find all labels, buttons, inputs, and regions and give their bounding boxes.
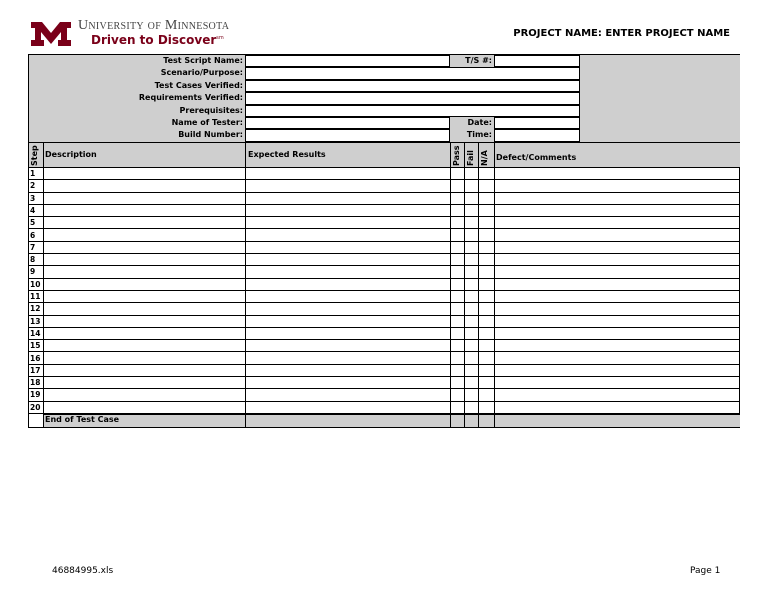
expected-results-cell[interactable]	[246, 377, 450, 388]
step-number: 7	[30, 242, 36, 252]
pass-cell[interactable]	[451, 402, 464, 413]
description-cell[interactable]	[44, 168, 245, 179]
expected-results-cell[interactable]	[246, 389, 450, 400]
name-of-tester-field[interactable]	[245, 117, 450, 129]
pass-cell[interactable]	[451, 389, 464, 400]
label-scenario: Scenario/Purpose:	[160, 68, 243, 77]
test-script-sheet	[28, 54, 740, 428]
right-gray-block-2	[580, 117, 740, 142]
defect-comments-cell[interactable]	[495, 254, 740, 265]
description-cell[interactable]	[44, 205, 245, 216]
description-cell[interactable]	[44, 328, 245, 339]
table-row	[29, 303, 740, 315]
step-number: 14	[30, 328, 41, 338]
table-row	[29, 365, 740, 377]
step-number: 9	[30, 267, 36, 277]
expected-results-cell[interactable]	[246, 279, 450, 290]
col-pass-header: Pass	[452, 145, 461, 166]
na-cell[interactable]	[479, 279, 494, 290]
table-row	[29, 193, 740, 205]
expected-results-cell[interactable]	[246, 365, 450, 376]
step-number: 6	[30, 230, 36, 240]
label-test-script-name: Test Script Name:	[163, 56, 243, 65]
col-step-header: Step	[30, 145, 39, 166]
fail-cell[interactable]	[465, 377, 478, 388]
pass-cell[interactable]	[451, 303, 464, 314]
description-cell[interactable]	[44, 303, 245, 314]
table-row	[29, 266, 740, 278]
step-number: 3	[30, 193, 36, 203]
tagline: Driven to Discover$^{sm}$	[91, 33, 224, 47]
expected-results-cell[interactable]	[246, 316, 450, 327]
expected-results-cell[interactable]	[246, 254, 450, 265]
defect-comments-cell[interactable]	[495, 193, 740, 204]
col-divider	[450, 142, 451, 427]
description-cell[interactable]	[44, 402, 245, 413]
fail-cell[interactable]	[465, 266, 478, 277]
defect-comments-cell[interactable]	[495, 242, 740, 253]
step-number: 12	[30, 304, 41, 314]
table-row	[29, 180, 740, 192]
pass-cell[interactable]	[451, 328, 464, 339]
step-number: 20	[30, 402, 41, 412]
pass-cell[interactable]	[451, 316, 464, 327]
table-row	[29, 340, 740, 352]
description-cell[interactable]	[44, 180, 245, 191]
expected-results-cell[interactable]	[246, 291, 450, 302]
pass-cell[interactable]	[451, 205, 464, 216]
na-cell[interactable]	[479, 353, 494, 364]
description-cell[interactable]	[44, 279, 245, 290]
col-divider	[464, 142, 465, 427]
table-row	[29, 279, 740, 291]
col-divider	[478, 142, 479, 427]
expected-results-cell[interactable]	[246, 328, 450, 339]
fail-cell[interactable]	[465, 340, 478, 351]
step-number: 19	[30, 390, 41, 400]
pass-cell[interactable]	[451, 266, 464, 277]
end-of-test-case-label: End of Test Case	[45, 415, 120, 424]
fail-cell[interactable]	[465, 328, 478, 339]
expected-results-cell[interactable]	[246, 242, 450, 253]
label-name-of-tester: Name of Tester:	[171, 118, 243, 127]
col-divider	[43, 142, 44, 427]
label-date: Date:	[467, 118, 492, 127]
expected-results-cell[interactable]	[246, 266, 450, 277]
fail-cell[interactable]	[465, 242, 478, 253]
expected-results-cell[interactable]	[246, 205, 450, 216]
fail-cell[interactable]	[465, 205, 478, 216]
step-number: 2	[30, 181, 36, 191]
fail-cell[interactable]	[465, 168, 478, 179]
pass-cell[interactable]	[451, 254, 464, 265]
defect-comments-cell[interactable]	[495, 266, 740, 277]
expected-results-cell[interactable]	[246, 217, 450, 228]
footer-filename: 46884995.xls	[52, 566, 114, 576]
description-cell[interactable]	[44, 242, 245, 253]
defect-comments-cell[interactable]	[495, 217, 740, 228]
fail-cell[interactable]	[465, 402, 478, 413]
fail-cell[interactable]	[465, 180, 478, 191]
description-cell[interactable]	[44, 377, 245, 388]
defect-comments-cell[interactable]	[495, 230, 740, 241]
step-number: 18	[30, 378, 41, 388]
expected-results-cell[interactable]	[246, 168, 450, 179]
project-name: PROJECT NAME: ENTER PROJECT NAME	[513, 28, 730, 39]
pass-cell[interactable]	[451, 180, 464, 191]
na-cell[interactable]	[479, 168, 494, 179]
expected-results-cell[interactable]	[246, 340, 450, 351]
na-cell[interactable]	[479, 193, 494, 204]
defect-comments-cell[interactable]	[495, 328, 740, 339]
expected-results-cell[interactable]	[246, 402, 450, 413]
right-gray-block	[580, 55, 740, 117]
pass-cell[interactable]	[451, 168, 464, 179]
description-cell[interactable]	[44, 365, 245, 376]
step-number: 11	[30, 292, 41, 301]
test-cases-verified-field[interactable]	[245, 80, 580, 92]
col-na-header: N/A	[480, 150, 489, 166]
na-cell[interactable]	[479, 291, 494, 302]
university-m-logo-icon	[31, 22, 71, 46]
col-fail-header: Fail	[466, 150, 475, 166]
table-row	[29, 291, 740, 303]
requirements-verified-field[interactable]	[245, 92, 580, 105]
col-description-header: Description	[45, 150, 97, 159]
defect-comments-cell[interactable]	[495, 168, 740, 179]
na-cell[interactable]	[479, 402, 494, 413]
defect-comments-cell[interactable]	[495, 353, 740, 364]
ts-number-field[interactable]	[494, 55, 580, 67]
description-cell[interactable]	[44, 193, 245, 204]
description-cell[interactable]	[44, 266, 245, 277]
label-build-number: Build Number:	[178, 130, 243, 139]
defect-comments-cell[interactable]	[495, 402, 740, 413]
fail-cell[interactable]	[465, 217, 478, 228]
label-test-cases-verified: Test Cases Verified:	[154, 81, 243, 90]
description-cell[interactable]	[44, 353, 245, 364]
table-row	[29, 205, 740, 217]
na-cell[interactable]	[479, 303, 494, 314]
step-number: 17	[30, 365, 41, 375]
pass-cell[interactable]	[451, 377, 464, 388]
label-prerequisites: Prerequisites:	[179, 106, 243, 115]
pass-cell[interactable]	[451, 279, 464, 290]
expected-results-cell[interactable]	[246, 180, 450, 191]
table-row	[29, 377, 740, 389]
table-row	[29, 389, 740, 401]
na-cell[interactable]	[479, 205, 494, 216]
defect-comments-cell[interactable]	[495, 180, 740, 191]
pass-cell[interactable]	[451, 340, 464, 351]
label-time: Time:	[466, 130, 492, 139]
defect-comments-cell[interactable]	[495, 279, 740, 290]
pass-cell[interactable]	[451, 230, 464, 241]
step-number: 13	[30, 316, 41, 326]
fail-cell[interactable]	[465, 389, 478, 400]
table-row	[29, 328, 740, 340]
expected-results-cell[interactable]	[246, 303, 450, 314]
fail-cell[interactable]	[465, 291, 478, 302]
expected-results-cell[interactable]	[246, 230, 450, 241]
na-cell[interactable]	[479, 365, 494, 376]
na-cell[interactable]	[479, 340, 494, 351]
time-field[interactable]	[494, 129, 580, 142]
na-cell[interactable]	[479, 180, 494, 191]
description-cell[interactable]	[44, 389, 245, 400]
table-row	[29, 230, 740, 242]
pass-cell[interactable]	[451, 353, 464, 364]
defect-comments-cell[interactable]	[495, 365, 740, 376]
expected-results-cell[interactable]	[246, 353, 450, 364]
table-row	[29, 353, 740, 365]
fail-cell[interactable]	[465, 254, 478, 265]
col-divider	[245, 55, 246, 427]
step-number: 5	[30, 218, 36, 228]
fail-cell[interactable]	[465, 365, 478, 376]
defect-comments-cell[interactable]	[495, 316, 740, 327]
na-cell[interactable]	[479, 230, 494, 241]
step-number: 4	[30, 205, 36, 215]
pass-cell[interactable]	[451, 193, 464, 204]
fail-cell[interactable]	[465, 303, 478, 314]
table-row	[29, 242, 740, 254]
description-cell[interactable]	[44, 217, 245, 228]
university-name: University of Minnesota	[78, 18, 230, 33]
fail-cell[interactable]	[465, 193, 478, 204]
description-cell[interactable]	[44, 316, 245, 327]
defect-comments-cell[interactable]	[495, 291, 740, 302]
na-cell[interactable]	[479, 254, 494, 265]
prerequisites-field[interactable]	[245, 105, 580, 117]
description-cell[interactable]	[44, 254, 245, 265]
na-cell[interactable]	[479, 266, 494, 277]
build-number-field[interactable]	[245, 129, 450, 142]
description-cell[interactable]	[44, 340, 245, 351]
pass-cell[interactable]	[451, 242, 464, 253]
na-cell[interactable]	[479, 217, 494, 228]
table-row	[29, 217, 740, 229]
col-defect-header: Defect/Comments	[496, 153, 577, 162]
scenario-field[interactable]	[245, 67, 580, 80]
fail-cell[interactable]	[465, 353, 478, 364]
na-cell[interactable]	[479, 389, 494, 400]
defect-comments-cell[interactable]	[495, 340, 740, 351]
fail-cell[interactable]	[465, 316, 478, 327]
footer-page-number: Page 1	[690, 566, 721, 576]
step-number: 1	[30, 169, 36, 178]
table-row	[29, 316, 740, 328]
na-cell[interactable]	[479, 242, 494, 253]
defect-comments-cell[interactable]	[495, 205, 740, 216]
col-divider	[494, 142, 495, 427]
date-field[interactable]	[494, 117, 580, 129]
defect-comments-cell[interactable]	[495, 303, 740, 314]
pass-cell[interactable]	[451, 291, 464, 302]
na-cell[interactable]	[479, 377, 494, 388]
table-row	[29, 168, 740, 180]
step-number: 15	[30, 341, 41, 351]
description-cell[interactable]	[44, 291, 245, 302]
table-row	[29, 402, 740, 414]
label-ts-number: T/S #:	[465, 56, 492, 65]
step-number: 8	[30, 255, 36, 265]
description-cell[interactable]	[44, 230, 245, 241]
defect-comments-cell[interactable]	[495, 377, 740, 388]
step-number: 16	[30, 353, 41, 363]
na-cell[interactable]	[479, 316, 494, 327]
fail-cell[interactable]	[465, 279, 478, 290]
step-number: 10	[30, 279, 41, 289]
table-row	[29, 254, 740, 266]
expected-results-cell[interactable]	[246, 193, 450, 204]
defect-comments-cell[interactable]	[495, 389, 740, 400]
na-cell[interactable]	[479, 328, 494, 339]
fail-cell[interactable]	[465, 230, 478, 241]
col-expected-header: Expected Results	[248, 150, 326, 159]
label-requirements-verified: Requirements Verified:	[138, 93, 243, 102]
pass-cell[interactable]	[451, 217, 464, 228]
pass-cell[interactable]	[451, 365, 464, 376]
test-script-name-field[interactable]	[245, 55, 450, 67]
